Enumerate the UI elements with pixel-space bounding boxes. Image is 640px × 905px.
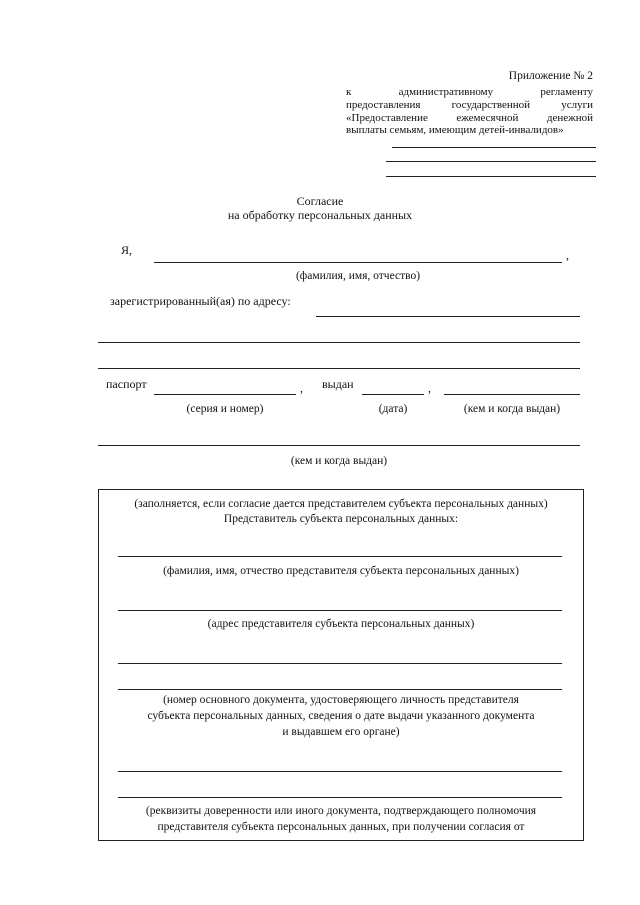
rep-doc-field-2[interactable] bbox=[118, 689, 562, 690]
rep-address-caption: (адрес представителя субъекта персональных данных) bbox=[207, 618, 475, 630]
rep-poa-field-1[interactable] bbox=[118, 771, 562, 772]
appendix-blank-1 bbox=[392, 147, 596, 148]
rep-poa-field-2[interactable] bbox=[118, 797, 562, 798]
rep-doc-caption-1: (номер основного документа, удостоверяющего личность представителя bbox=[163, 694, 519, 706]
fio-field[interactable] bbox=[154, 262, 562, 263]
issuer-caption: (кем и когда выдан) bbox=[463, 403, 561, 415]
consent-title: Согласие bbox=[296, 194, 344, 208]
series-caption: (серия и номер) bbox=[186, 403, 264, 415]
appendix-blank-2 bbox=[386, 161, 596, 162]
representative-box bbox=[98, 489, 584, 841]
rep-doc-field-1[interactable] bbox=[118, 663, 562, 664]
date-caption: (дата) bbox=[378, 403, 408, 415]
passport-comma: , bbox=[300, 381, 303, 395]
address-field-1[interactable] bbox=[316, 316, 580, 317]
box-intro: (заполняется, если согласие дается представителем субъекта персональных данных) bbox=[134, 498, 548, 510]
issuer-field[interactable] bbox=[444, 394, 580, 395]
rep-doc-caption-2: субъекта персональных данных, сведения о дате выдачи указанного документа bbox=[147, 710, 535, 722]
passport-series-field[interactable] bbox=[154, 394, 296, 395]
issuer-caption-2: (кем и когда выдан) bbox=[290, 455, 388, 467]
appendix-line-1: к административному регламенту bbox=[346, 86, 593, 98]
rep-address-field[interactable] bbox=[118, 610, 562, 611]
address-field-3[interactable] bbox=[98, 368, 580, 369]
issue-date-field[interactable] bbox=[362, 394, 424, 395]
rep-fio-field[interactable] bbox=[118, 556, 562, 557]
fio-comma: , bbox=[566, 248, 569, 262]
passport-label: паспорт bbox=[106, 377, 147, 391]
i-label: Я, bbox=[121, 243, 133, 257]
appendix-line-2: предоставления государственной услуги bbox=[346, 99, 593, 111]
issued-label: выдан bbox=[322, 377, 354, 391]
consent-subtitle: на обработку персональных данных bbox=[227, 208, 413, 222]
appendix-line-3: «Предоставление ежемесячной денежной bbox=[346, 112, 593, 124]
registered-label: зарегистрированный(ая) по адресу: bbox=[110, 294, 291, 308]
rep-fio-caption: (фамилия, имя, отчество представителя субъекта персональных данных) bbox=[163, 565, 519, 577]
appendix-title: Приложение № 2 bbox=[508, 70, 593, 82]
rep-doc-caption-3: и выдавшем его органе) bbox=[282, 726, 400, 738]
issued-comma: , bbox=[428, 381, 431, 395]
box-rep-title: Представитель субъекта персональных данных: bbox=[223, 513, 459, 525]
issuer-field-full[interactable] bbox=[98, 445, 580, 446]
rep-poa-caption-2: представителя субъекта персональных данных, при получении согласия от bbox=[157, 821, 525, 833]
rep-poa-caption-1: (реквизиты доверенности или иного документа, подтверждающего полномочия bbox=[145, 805, 537, 817]
address-field-2[interactable] bbox=[98, 342, 580, 343]
appendix-line-4: выплаты семьям, имеющим детей-инвалидов» bbox=[346, 124, 564, 136]
fio-caption: (фамилия, имя, отчество) bbox=[295, 270, 421, 282]
appendix-blank-3 bbox=[386, 176, 596, 177]
